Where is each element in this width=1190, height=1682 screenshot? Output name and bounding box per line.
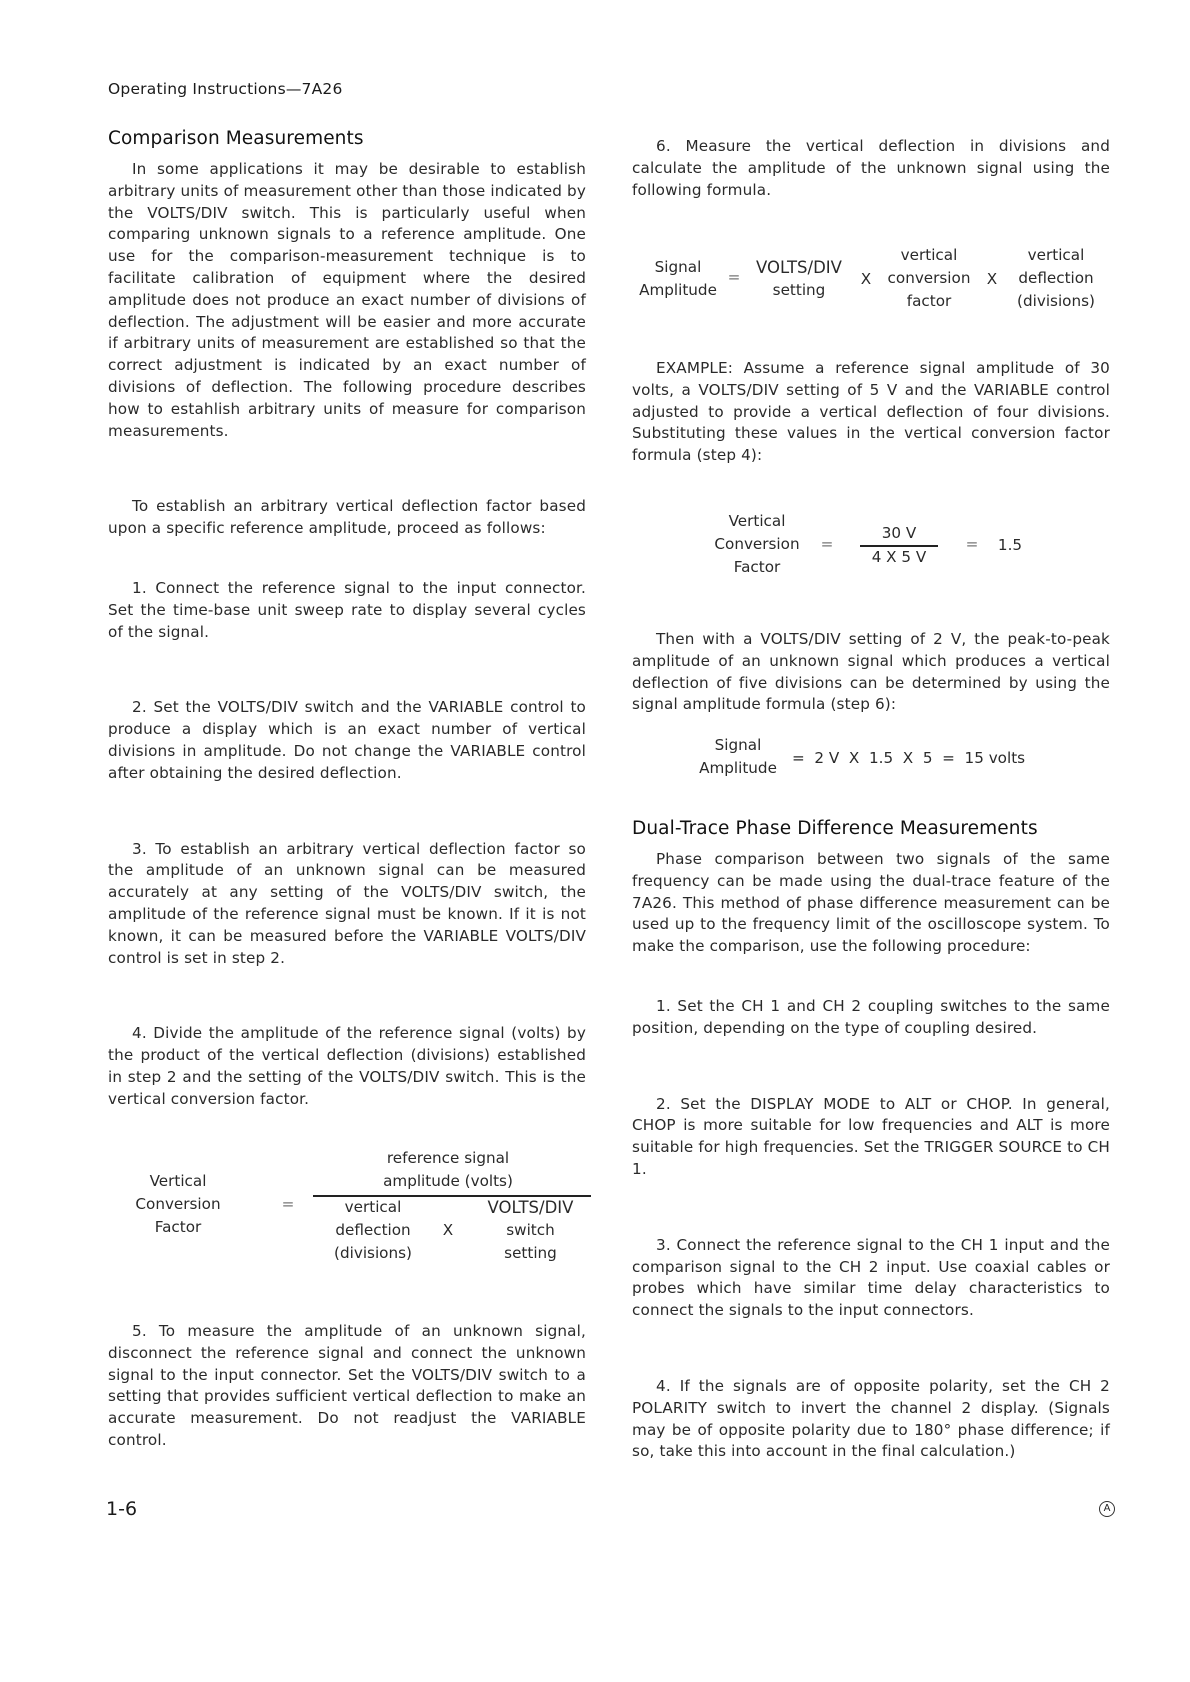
comparison-step-4: 4. Divide the amplitude of the reference signal (volts) by the product of the vertical deflection (divisions) established in step 2 and the setting of the VOLTS/DIV switch. This is the vertical conversion factor. <box>108 1024 586 1108</box>
dual-trace-step-2: 2. Set the DISPLAY MODE to ALT or CHOP. In general, CHOP is more suitable for low frequencies and ALT is more suitable for high frequencies. Set the TRIGGER SOURCE to CH 1. <box>632 1094 1110 1178</box>
vcf-den-b-line-1: VOLTS/DIV <box>487 1198 574 1217</box>
vcf-den-a-line-1: vertical <box>344 1198 402 1216</box>
sa-term1-line-1: VOLTS/DIV <box>756 258 842 277</box>
vcf-den-b-line-2: switch <box>506 1221 555 1239</box>
sa-term2-line-1: vertical <box>900 246 958 264</box>
vcf-den-a-line-2: deflection <box>335 1221 411 1239</box>
right-column-example <box>632 358 1110 467</box>
ex-denominator: 4 X 5 V <box>871 548 927 566</box>
formula-vertical-conversion-factor <box>108 1138 588 1262</box>
sa-term3-line-3: (divisions) <box>1017 292 1095 310</box>
vcf-lhs-line-3: Factor <box>154 1218 202 1236</box>
vcf-lhs-line-1: Vertical <box>149 1172 207 1190</box>
then-paragraph: Then with a VOLTS/DIV setting of 2 V, the peak-to-peak amplitude of an unknown signal which produces a vertical deflection of five divisions can be determined by using the signal amplitude formula (step 6): <box>632 630 1110 714</box>
comparison-step-2: 2. Set the VOLTS/DIV switch and the VARIABLE control to produce a display which is an exact number of vertical divisions in amplitude. Do not change the VARIABLE control after obtaining the desired deflection. <box>108 698 586 782</box>
running-header: Operating Instructions—7A26 <box>108 80 343 98</box>
right-column-top <box>632 136 1110 201</box>
dual-trace-step-3: 3. Connect the reference signal to the CH 1 input and the comparison signal to the CH 2 input. Use coaxial cables or probes which have similar time delay characteristics to connect the signals to the input connectors. <box>632 1235 1110 1320</box>
sa-term1-line-2: setting <box>772 281 826 299</box>
dual-trace-step-1: 1. Set the CH 1 and CH 2 coupling switches to the same position, depending on the type of coupling desired. <box>632 996 1110 1037</box>
revision-mark-icon: A <box>1099 1501 1115 1517</box>
left-column-bottom <box>108 1321 586 1452</box>
ex-lhs-line-2: Conversion <box>714 535 800 553</box>
comparison-step-3: 3. To establish an arbitrary vertical deflection factor so the amplitude of an unknown signal can be measured accurately at any setting of the VOLTS/DIV switch, the amplitude of the reference signal must be known. If it is not known, it can be measured before the VARIABLE VOLTS/DIV control is set in step 2. <box>108 839 586 967</box>
formula-result <box>632 734 1112 784</box>
section-title-dual-trace: Dual-Trace Phase Difference Measurements <box>632 818 1038 839</box>
section-title-comparison: Comparison Measurements <box>108 128 364 149</box>
dual-trace-intro: Phase comparison between two signals of the same frequency can be made using the dual-trace feature of the 7A26. This method of phase difference measurement can be used up to the frequency limit of the oscilloscope system. To make the comparison, use the following procedure: <box>632 850 1110 956</box>
formula-example-vcf <box>632 510 1112 585</box>
ex-equals-2: = <box>965 535 979 553</box>
ex-lhs-line-1: Vertical <box>728 512 786 530</box>
sa-term2-line-2: conversion <box>887 269 971 287</box>
ex-result: 1.5 <box>997 536 1023 554</box>
comparison-lead-in: To establish an arbitrary vertical deflection factor based upon a specific reference amplitude, proceed as follows: <box>108 497 586 538</box>
ex-equals: = <box>820 535 834 553</box>
right-column-dual-trace <box>632 818 1110 1463</box>
vcf-lhs-line-2: Conversion <box>135 1195 221 1213</box>
res-expression: = 2 V X 1.5 X 5 = 15 volts <box>792 749 1026 767</box>
vcf-numerator-line-2: amplitude (volts) <box>383 1172 513 1190</box>
sa-term3-line-2: deflection <box>1018 269 1094 287</box>
sa-equals: = <box>727 268 741 286</box>
ex-numerator: 30 V <box>881 524 917 542</box>
res-lhs-line-1: Signal <box>714 736 762 754</box>
vcf-times: X <box>442 1221 454 1239</box>
example-paragraph: EXAMPLE: Assume a reference signal amplitude of 30 volts, a VOLTS/DIV setting of 5 V and the VARIABLE control adjusted to provide a vertical deflection of four divisions. Substituting these values in the vertical conversion factor formula (step 4): <box>632 359 1110 465</box>
sa-term3-line-1: vertical <box>1027 246 1085 264</box>
ex-lhs-line-3: Factor <box>733 558 781 576</box>
vcf-equals: = <box>281 1195 295 1213</box>
vcf-numerator-line-1: reference signal <box>386 1149 510 1167</box>
sa-lhs-line-1: Signal <box>654 258 702 276</box>
sa-times-2: X <box>986 270 998 288</box>
page-number: 1-6 <box>106 1498 138 1520</box>
formula-signal-amplitude <box>632 244 1112 319</box>
vcf-den-b-line-3: setting <box>504 1244 557 1262</box>
vcf-den-a-line-3: (divisions) <box>334 1244 412 1262</box>
comparison-intro: In some applications it may be desirable to establish arbitrary units of measurement other than those indicated by the VOLTS/DIV switch. This is particularly useful when comparing unknown signals to a reference amplitude. One use for the comparison-measurement technique is to facilitate calibration of equipment where the desired amplitude does not produce an exact number of divisions of deflection. The adjustment will be easier and more accurate if arbitrary units of measurement are established so that the correct adjustment is indicated by an exact number of divisions of deflection. The following procedure describes how to estahlish arbitrary units of measure for comparison measurements. <box>108 160 586 440</box>
left-column <box>108 128 586 1111</box>
res-lhs-line-2: Amplitude <box>699 759 777 777</box>
comparison-step-1: 1. Connect the reference signal to the input connector. Set the time-base unit sweep rate to display several cycles of the signal. <box>108 578 586 641</box>
dual-trace-step-4: 4. If the signals are of opposite polarity, set the CH 2 POLARITY switch to invert the channel 2 display. (Signals may be of opposite polarity due to 180° phase difference; if so, take this into account in the final calculation.) <box>632 1376 1110 1461</box>
right-column-then <box>632 629 1110 716</box>
sa-lhs-line-2: Amplitude <box>639 281 717 299</box>
sa-times-1: X <box>860 270 872 288</box>
comparison-step-6: 6. Measure the vertical deflection in divisions and calculate the amplitude of the unknown signal using the following formula. <box>632 137 1110 199</box>
sa-term2-line-3: factor <box>906 292 952 310</box>
comparison-step-5: 5. To measure the amplitude of an unknown signal, disconnect the reference signal and connect the unknown signal to the input connector. Set the VOLTS/DIV switch to a setting that provides sufficient vertical deflection to make an accurate measurement. Do not readjust the VARIABLE control. <box>108 1322 586 1449</box>
